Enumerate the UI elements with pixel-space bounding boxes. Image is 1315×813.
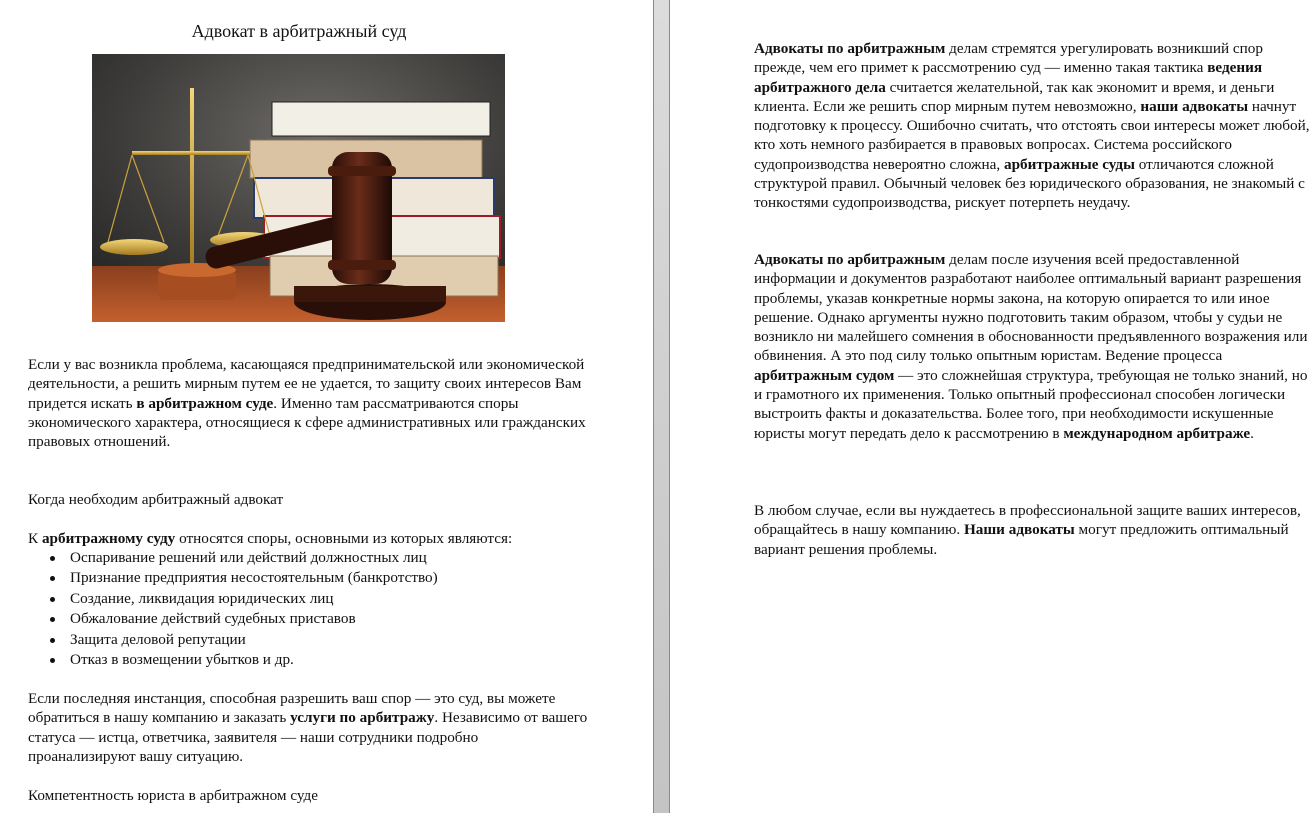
bullet-icon — [50, 638, 55, 643]
dispute-types-list — [28, 548, 588, 670]
paragraph-call-to-action — [754, 501, 1314, 559]
bold-phrase: Адвокаты по арбитражным — [754, 40, 946, 57]
list-item-text: Обжалование действий судебных приставов — [70, 610, 356, 628]
paragraph-text: отличаются сложной структурой правил. Обычный человек без юридического образования, не знакомый с тонкостями судопроизводства, рискует потерпеть неудачу. — [754, 155, 1305, 212]
services-paragraph — [28, 689, 588, 766]
list-item — [28, 650, 588, 670]
document-title: Адвокат в арбитражный суд — [191, 21, 407, 41]
services-bold-phrase: услуги по арбитражу — [290, 709, 435, 727]
paragraph-text: могут предложить оптимальный вариант решения проблемы. — [754, 521, 1289, 558]
paragraph-text: делам стремятся урегулировать возникший спор прежде, чем его примет к рассмотрению суд — именно такая тактика — [754, 40, 1263, 77]
paragraph-text: — это сложнейшая структура, требующая не только знаний, но и грамотного их применения. Только опытный профессионал способен логически выстроить факты и доказательства. Более того, при необходимости искушенные юристы могут передать дело к рассмотрению в — [754, 366, 1308, 442]
list-item — [28, 609, 588, 629]
list-item-text: Создание, ликвидация юридических лиц — [70, 589, 334, 607]
list-item — [28, 568, 588, 588]
list-item — [28, 630, 588, 650]
list-item — [28, 548, 588, 568]
list-item-text: Признание предприятия несостоятельным (банкротство) — [70, 569, 438, 587]
list-intro-bold-phrase: арбитражному суду — [41, 530, 176, 547]
bold-phrase: международном арбитраже — [1063, 424, 1251, 442]
list-item-text: Оспаривание решений или действий должностных лиц — [70, 549, 427, 566]
document-page-left — [0, 0, 653, 813]
intro-bold-phrase: в арбитражном суде — [136, 394, 274, 412]
list-item — [28, 589, 588, 609]
list-intro — [28, 529, 588, 548]
bold-phrase: Адвокаты по арбитражным — [754, 251, 946, 268]
list-item-text: Защита деловой репутации — [70, 630, 246, 648]
paragraph-text: В любом случае, если вы нуждаетесь в профессиональной защите ваших интересов, обращайтесь в нашу компанию. — [754, 502, 1301, 539]
page-divider — [653, 0, 670, 813]
paragraph-text: делам после изучения всей предоставленной информации и документов разработают наиболее оптимальный вариант разрешения проблемы, указав конкретные нормы закона, на которую опирается то или иное решение. Однако аргументы нужно подготовить таким образом, чтобы у судьи не возникло ни малейшего сомнения в обоснованности предъявленного возражения или обвинения. А это под силу только опытным юристам. Ведение процесса — [754, 251, 1308, 365]
list-intro-text-2: относятся споры, основными из которых являются: — [175, 530, 513, 547]
services-text-1: Если последняя инстанция, способная разрешить ваш спор — это суд, вы можете обратиться в нашу компанию и заказать — [28, 690, 556, 727]
list-intro-text-1: К — [28, 530, 42, 547]
bullet-icon — [50, 556, 55, 561]
bold-phrase: ведения арбитражного дела — [754, 59, 1263, 96]
bullet-icon — [50, 658, 55, 663]
bold-phrase: арбитражным судом — [754, 366, 895, 384]
scales-gavel-books-image — [92, 54, 505, 322]
paragraph-strategy — [754, 250, 1314, 443]
paragraph-text: считается желательной, так как экономит и время, и деньги клиента. Если же решить спор мирным путем невозможно, — [754, 78, 1275, 115]
intro-paragraph — [28, 355, 588, 451]
list-item-text: Отказ в возмещении убытков и др. — [70, 651, 294, 669]
bold-phrase: наши адвокаты — [1140, 97, 1249, 115]
subheading-competence: Компетентность юриста в арбитражном суде — [28, 787, 318, 804]
services-text-2: . Независимо от вашего статуса — истца, ответчика, заявителя — наши сотрудники подробно проанализируют вашу ситуацию. — [28, 709, 588, 765]
intro-text-1: Если у вас возникла проблема, касающаяся предпринимательской или экономической деятельности, а решить мирным путем ее не удается, то защиту своих интересов Вам придется искать — [28, 356, 585, 412]
paragraph-settlement — [754, 39, 1314, 213]
intro-text-2: . Именно там рассматриваются споры экономического характера, относящиеся к сфере административных или гражданских правовых отношений. — [28, 394, 586, 451]
bullet-icon — [50, 597, 55, 602]
bold-phrase: арбитражные суды — [1004, 155, 1135, 173]
paragraph-text: начнут подготовку к процессу. Ошибочно считать, что отстоять свои интересы может любой, кто хоть немного разбирается в правовых вопросах. Система российского судопроизводства невероятно сложна, — [754, 97, 1310, 173]
subheading-when-needed: Когда необходим арбитражный адвокат — [28, 491, 284, 508]
bullet-icon — [50, 576, 55, 581]
document-page-right — [670, 0, 1315, 813]
bold-phrase: Наши адвокаты — [963, 521, 1075, 539]
bullet-icon — [50, 617, 55, 622]
paragraph-text: . — [1250, 424, 1254, 442]
